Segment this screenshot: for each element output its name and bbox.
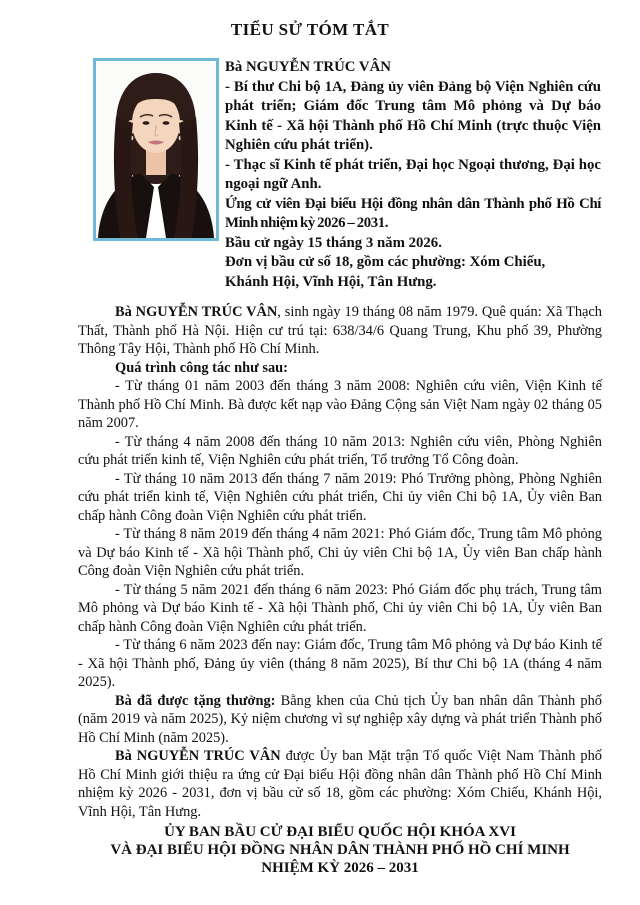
heading-career-history: Quá trình công tác như sau: <box>115 359 288 376</box>
profile-item-constituency: Đơn vị bầu cử số 18, gồm các phường: Xóm Chiếu, <box>225 254 546 270</box>
career-item: - Từ tháng 6 năm 2023 đến nay: Giám đốc, Trung tâm Mô phỏng và Dự báo Kinh tế - Xã hội Thành phố, Đảng ủy viên (tháng 8 năm 2025), Bí thư Chi bộ 1A (tháng 4 năm 2025). <box>78 637 602 690</box>
profile-item-candidacy: Ứng cử viên Đại biểu Hội đồng nhân dân Thành phố Hồ Chí Minh nhiệm kỳ 2026 – 2031. <box>225 195 601 231</box>
header-section <box>0 58 640 292</box>
career-item: - Từ tháng 01 năm 2003 đến tháng 3 năm 2008: Nghiên cứu viên, Viện Kinh tế Thành phố Hồ Chí Minh. Bà được kết nạp vào Đảng Cộng sản Việt Nam ngày 02 tháng 05 năm 2007. <box>78 378 602 431</box>
footer-line-term: NHIỆM KỲ 2026 – 2031 <box>261 860 419 876</box>
career-item: - Từ tháng 10 năm 2013 đến tháng 7 năm 2019: Phó Trưởng phòng, Phòng Nghiên cứu phát triển kinh tế, Viện Nghiên cứu phát triển, Chi ủy viên Chi bộ 1A, Ủy viên Ban chấp hành Công đoàn Viện Nghiên cứu phát triển. <box>78 470 602 524</box>
portrait-photo <box>93 58 219 241</box>
paragraph-nomination: Bà NGUYỄN TRÚC VÂN được Ủy ban Mặt trận Tổ quốc Việt Nam Thành phố Hồ Chí Minh giới thiệu ra ứng cử Đại biểu Hội đồng nhân dân Thành phố Hồ Chí Minh nhiệm kỳ 2026 - 2031, đơn vị bầu cử số 18, gồm các phường: Xóm Chiếu, Khánh Hội, Vĩnh Hội, Tân Hưng. <box>78 748 602 820</box>
candidate-name: Bà NGUYỄN TRÚC VÂN <box>225 59 391 75</box>
election-committee-footer <box>78 823 602 877</box>
candidate-summary <box>225 58 601 292</box>
page-title: TIỂU SỬ TÓM TẮT <box>230 20 390 39</box>
candidate-name-inline: Bà NGUYỄN TRÚC VÂN <box>115 304 278 320</box>
portrait-illustration <box>96 61 216 238</box>
paragraph-personal-info: Bà NGUYỄN TRÚC VÂN, sinh ngày 19 tháng 08 năm 1979. Quê quán: Xã Thạch Thất, Thành phố Hà Nội. Hiện cư trú tại: 638/34/6 Quang Trung, Khu phố 39, Phường Thông Tây Hội, Thành phố Hồ Chí Minh. <box>78 304 602 357</box>
career-item: - Từ tháng 8 năm 2019 đến tháng 4 năm 2021: Phó Giám đốc, Trung tâm Mô phỏng và Dự báo Kinh tế - Xã hội Thành phố, Chi ủy viên Chi bộ 1A, Ủy viên Ban chấp hành Công đoàn Viện Nghiên cứu phát triển. <box>78 526 602 579</box>
footer-line-council: VÀ ĐẠI BIỂU HỘI ĐỒNG NHÂN DÂN THÀNH PHỐ HỒ CHÍ MINH <box>110 842 570 858</box>
biography-body <box>78 303 602 821</box>
candidate-name-inline: Bà NGUYỄN TRÚC VÂN <box>115 748 281 764</box>
career-item: - Từ tháng 4 năm 2008 đến tháng 10 năm 2013: Nghiên cứu viên, Phòng Nghiên cứu phát triển kinh tế, Viện Nghiên cứu phát triển, Tổ trưởng Tổ Công đoàn. <box>78 433 602 468</box>
profile-item-positions: - Bí thư Chi bộ 1A, Đảng ủy viên Đảng bộ Viện Nghiên cứu phát triển; Giám đốc Trung tâm Mô phỏng và Dự báo Kinh tế - Xã hội Thành phố Hồ Chí Minh (trực thuộc Viện Nghiên cứu phát triển). <box>225 78 601 153</box>
footer-line-committee: ỦY BAN BẦU CỬ ĐẠI BIỂU QUỐC HỘI KHÓA XVI <box>164 824 516 840</box>
profile-item-election-date: Bầu cử ngày 15 tháng 3 năm 2026. <box>225 234 442 251</box>
career-item: - Từ tháng 5 năm 2021 đến tháng 6 năm 2023: Phó Giám đốc phụ trách, Trung tâm Mô phỏng và Dự báo Kinh tế - Xã hội Thành phố, Chi ủy viên Chi bộ 1A, Ủy viên Ban chấp hành Công đoàn Viện Nghiên cứu phát triển. <box>78 581 602 635</box>
profile-item-constituency-wards: Khánh Hội, Vĩnh Hội, Tân Hưng. <box>225 273 437 290</box>
paragraph-awards: Bà đã được tặng thưởng: Bằng khen của Chủ tịch Ủy ban nhân dân Thành phố (năm 2019 và năm 2025), Kỷ niệm chương vì sự nghiệp xây dựng và phát triển Thành phố Hồ Chí Minh (năm 2025). <box>78 692 602 746</box>
profile-item-education: - Thạc sĩ Kinh tế phát triển, Đại học Ngoại thương, Đại học ngoại ngữ Anh. <box>225 156 601 192</box>
